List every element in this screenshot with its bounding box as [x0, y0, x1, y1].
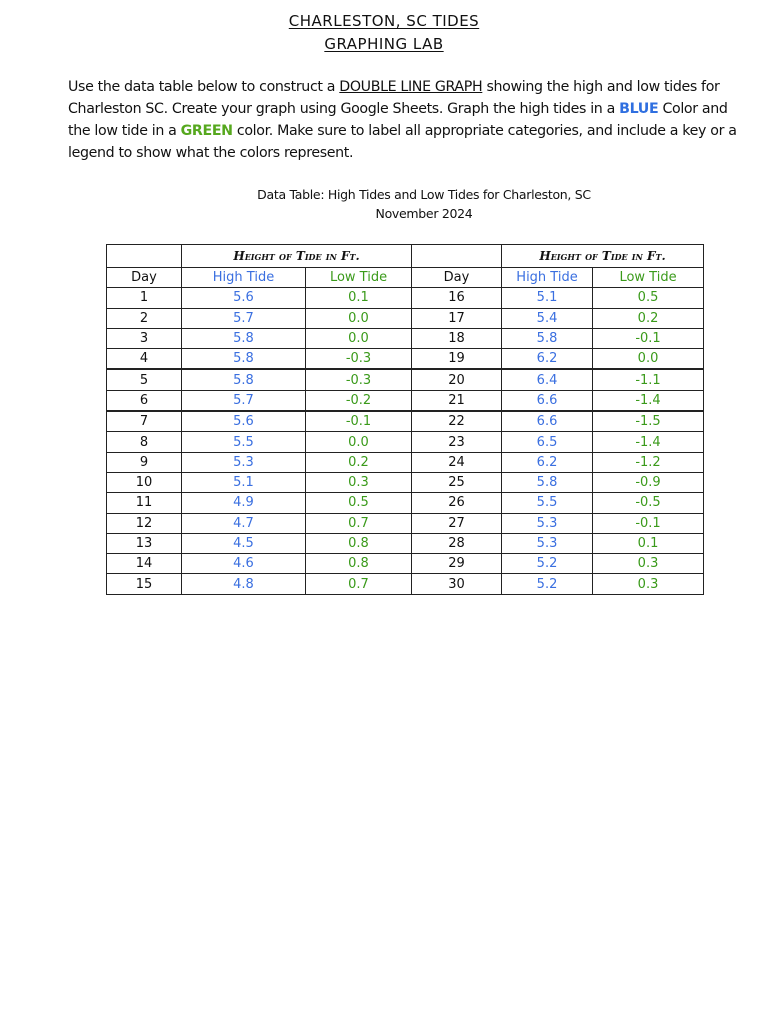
table-cell-low-tide: 0.2 — [306, 452, 412, 472]
table-cell-day: 20 — [412, 369, 502, 390]
table-cell-low-tide: 0.8 — [306, 533, 412, 553]
table-cell-day: 29 — [412, 554, 502, 574]
table-cell-day: 22 — [412, 411, 502, 432]
table-row — [107, 574, 704, 594]
table-cell-low-tide: 0.0 — [306, 308, 412, 328]
table-cell-low-tide: 0.1 — [306, 288, 412, 308]
column-header-low-tide: Low Tide — [593, 268, 704, 288]
table-cell-high-tide: 5.8 — [182, 349, 306, 370]
table-cell-low-tide: 0.0 — [593, 349, 704, 370]
table-cell-high-tide: 4.5 — [182, 533, 306, 553]
table-cell-high-tide: 5.7 — [182, 390, 306, 411]
table-row — [107, 554, 704, 574]
table-cell-high-tide: 6.4 — [502, 369, 593, 390]
table-cell-day: 28 — [412, 533, 502, 553]
table-cell-low-tide: 0.1 — [593, 533, 704, 553]
table-row — [107, 472, 704, 492]
table-cell-day: 11 — [107, 493, 182, 513]
table-column-header-row — [107, 268, 704, 288]
table-cell-day: 4 — [107, 349, 182, 370]
instructions-emphasis-graph-type: DOUBLE LINE GRAPH — [339, 79, 483, 95]
table-row — [107, 452, 704, 472]
table-cell-day: 15 — [107, 574, 182, 594]
column-header-day: Day — [412, 268, 502, 288]
table-cell-day: 18 — [412, 328, 502, 348]
table-cell-low-tide: -1.2 — [593, 452, 704, 472]
column-header-low-tide: Low Tide — [306, 268, 412, 288]
table-cell-low-tide: -0.2 — [306, 390, 412, 411]
table-row — [107, 493, 704, 513]
table-row — [107, 308, 704, 328]
table-cell-low-tide: -0.3 — [306, 369, 412, 390]
table-cell-high-tide: 6.6 — [502, 411, 593, 432]
table-cell-day: 21 — [412, 390, 502, 411]
table-cell-day: 14 — [107, 554, 182, 574]
table-cell-day: 1 — [107, 288, 182, 308]
table-cell-high-tide: 5.3 — [502, 513, 593, 533]
table-cell-day: 2 — [107, 308, 182, 328]
column-header-day: Day — [107, 268, 182, 288]
table-caption: Data Table: High Tides and Low Tides for Charleston, SC — [257, 187, 591, 202]
table-cell-high-tide: 5.8 — [182, 369, 306, 390]
table-row — [107, 390, 704, 411]
table-cell-high-tide: 5.8 — [502, 328, 593, 348]
table-cell-high-tide: 6.6 — [502, 390, 593, 411]
table-cell-day: 12 — [107, 513, 182, 533]
table-cell-day: 8 — [107, 432, 182, 452]
table-cell-high-tide: 5.7 — [182, 308, 306, 328]
table-cell-day: 27 — [412, 513, 502, 533]
table-cell-high-tide: 5.1 — [182, 472, 306, 492]
table-row — [107, 349, 704, 370]
table-row — [107, 288, 704, 308]
table-cell-high-tide: 5.6 — [182, 411, 306, 432]
table-cell-low-tide: -1.1 — [593, 369, 704, 390]
table-cell-high-tide: 5.5 — [182, 432, 306, 452]
instructions-text-2: showing the high and low tides for Charleston SC. Create your graph using Google Sheets. Graph the high tides in a — [68, 79, 720, 117]
table-cell-low-tide: 0.3 — [306, 472, 412, 492]
table-group-header: Height of Tide in Ft. — [182, 245, 412, 268]
table-cell-low-tide: 0.0 — [306, 328, 412, 348]
instructions-text-4: color. Make sure to label all appropriate categories, and include a key or a legend to show what the colors represent. — [68, 123, 737, 161]
instructions-text-3: Color and the low tide in a — [68, 101, 728, 139]
table-cell-day: 19 — [412, 349, 502, 370]
page-subtitle: GRAPHING LAB — [324, 35, 444, 53]
table-cell-high-tide: 5.1 — [502, 288, 593, 308]
table-caption-date: November 2024 — [375, 206, 473, 221]
instructions-blue-word: BLUE — [619, 101, 659, 117]
table-header-cell — [412, 245, 502, 268]
table-cell-high-tide: 4.8 — [182, 574, 306, 594]
table-cell-day: 26 — [412, 493, 502, 513]
table-row — [107, 513, 704, 533]
table-cell-high-tide: 5.5 — [502, 493, 593, 513]
table-cell-low-tide: -0.3 — [306, 349, 412, 370]
table-cell-low-tide: -0.1 — [306, 411, 412, 432]
table-cell-day: 5 — [107, 369, 182, 390]
table-cell-low-tide: -1.4 — [593, 390, 704, 411]
table-cell-low-tide: -0.9 — [593, 472, 704, 492]
table-cell-day: 3 — [107, 328, 182, 348]
table-row — [107, 533, 704, 553]
table-cell-high-tide: 5.6 — [182, 288, 306, 308]
table-cell-low-tide: 0.5 — [306, 493, 412, 513]
table-cell-low-tide: 0.3 — [593, 574, 704, 594]
table-cell-low-tide: -0.1 — [593, 328, 704, 348]
table-cell-low-tide: 0.0 — [306, 432, 412, 452]
table-cell-high-tide: 6.5 — [502, 432, 593, 452]
table-cell-day: 24 — [412, 452, 502, 472]
table-cell-high-tide: 5.4 — [502, 308, 593, 328]
table-cell-day: 7 — [107, 411, 182, 432]
table-cell-day: 13 — [107, 533, 182, 553]
table-cell-high-tide: 4.7 — [182, 513, 306, 533]
table-cell-high-tide: 5.8 — [502, 472, 593, 492]
tide-data-table — [106, 244, 704, 595]
instructions-green-word: GREEN — [180, 123, 233, 139]
table-cell-high-tide: 4.6 — [182, 554, 306, 574]
table-cell-low-tide: -0.1 — [593, 513, 704, 533]
table-cell-day: 16 — [412, 288, 502, 308]
table-cell-day: 17 — [412, 308, 502, 328]
table-cell-day: 30 — [412, 574, 502, 594]
table-row — [107, 411, 704, 432]
table-cell-low-tide: 0.2 — [593, 308, 704, 328]
table-cell-day: 25 — [412, 472, 502, 492]
table-cell-low-tide: -1.5 — [593, 411, 704, 432]
table-cell-day: 10 — [107, 472, 182, 492]
table-group-header-row — [107, 245, 704, 268]
table-cell-high-tide: 6.2 — [502, 349, 593, 370]
table-cell-high-tide: 5.2 — [502, 574, 593, 594]
table-cell-high-tide: 5.2 — [502, 554, 593, 574]
table-row — [107, 328, 704, 348]
table-cell-low-tide: 0.7 — [306, 574, 412, 594]
table-cell-high-tide: 5.3 — [502, 533, 593, 553]
column-header-high-tide: High Tide — [502, 268, 593, 288]
table-cell-high-tide: 4.9 — [182, 493, 306, 513]
page-title: CHARLESTON, SC TIDES — [288, 12, 480, 30]
table-group-header: Height of Tide in Ft. — [502, 245, 704, 268]
table-header-cell — [107, 245, 182, 268]
table-cell-low-tide: -0.5 — [593, 493, 704, 513]
table-cell-day: 23 — [412, 432, 502, 452]
table-cell-day: 9 — [107, 452, 182, 472]
table-cell-high-tide: 6.2 — [502, 452, 593, 472]
table-cell-low-tide: -1.4 — [593, 432, 704, 452]
table-cell-high-tide: 5.3 — [182, 452, 306, 472]
column-header-high-tide: High Tide — [182, 268, 306, 288]
table-row — [107, 369, 704, 390]
instructions-paragraph — [68, 76, 738, 164]
table-cell-low-tide: 0.7 — [306, 513, 412, 533]
table-cell-low-tide: 0.3 — [593, 554, 704, 574]
table-cell-high-tide: 5.8 — [182, 328, 306, 348]
table-cell-low-tide: 0.8 — [306, 554, 412, 574]
instructions-text-1: Use the data table below to construct a — [68, 79, 340, 95]
table-cell-day: 6 — [107, 390, 182, 411]
table-row — [107, 432, 704, 452]
table-cell-low-tide: 0.5 — [593, 288, 704, 308]
